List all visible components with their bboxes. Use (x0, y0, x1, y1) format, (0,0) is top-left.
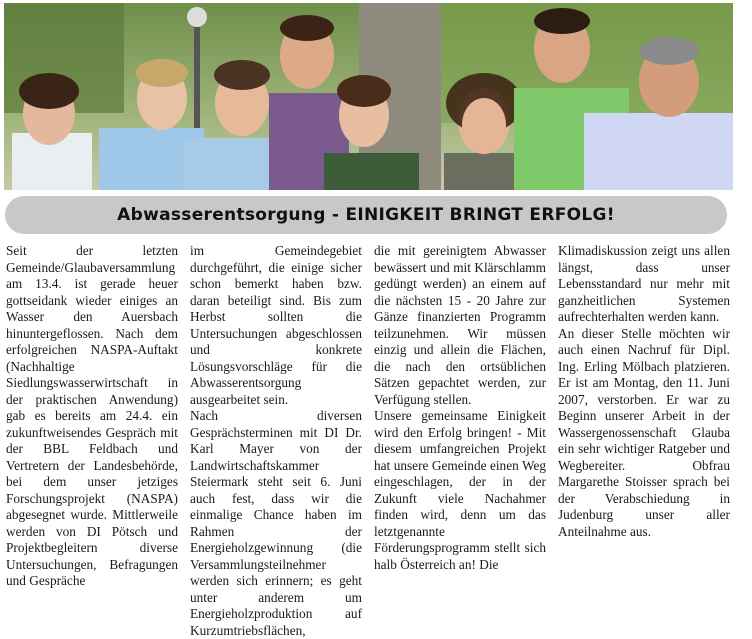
paragraph: die mit gereinigtem Abwasser bewässert und mit Klärschlamm gedüngt werden) an einem auf die nächsten 15 - 20 Jahre zur Gänze finanzierten Programm teilzunehmen. Wir müssen einzig und allein die Flächen, die nach den ortsüblichen Sätzen gepachtet werden, zur Verfügung stellen. (374, 243, 546, 407)
article-body (6, 243, 730, 639)
paragraph: Nach diversen Gesprächsterminen mit DI Dr. Karl Mayer von der Landwirtschaftskammer Steiermark steht seit 6. Juni auch fest, dass wir die einmalige Chance haben im Rahmen der Energieholzgewinnung (die Versammlungsteilnehmer werden sich erinnern; es geht unter anderem um Energieholzproduktion auf Kurzumtriebsflächen, (190, 408, 362, 638)
headline-bar (5, 196, 727, 234)
paragraph: Unsere gemeinsame Einigkeit wird den Erfolg bringen! - Mit diesem umfangreichen Projekt hat unsere Gemeinde einen Weg eingeschlagen, der in der Zukunft viele Nachahmer finden wird, denn um das letztgenannte Förderungsprogramm stellt sich halb Österreich an! Die (374, 408, 546, 572)
paragraph: Klimadiskussion zeigt uns allen längst, dass unser Lebensstandard nur mehr mit ganzheitlichen Systemen aufrechterhalten werden kann. (558, 243, 730, 324)
text-column-4 (558, 243, 730, 639)
text-column-2 (190, 243, 362, 639)
paragraph: An dieser Stelle möchten wir auch einen Nachruf für Dipl. Ing. Erling Mölbach platzieren. Er ist am Montag, den 11. Juni 2007, verstorben. Er war zu Beginn unserer Arbeit in der Wassergenossenschaft Glauba ein sehr wichtiger Ratgeber und Wegbereiter. Obfrau Margarethe Stoisser sprach bei der Verabschiedung in Judenburg unser aller Anteilnahme aus. (558, 325, 730, 539)
paragraph: Seit der letzten Gemeinde/Glaubaversammlung am 13.4. ist gerade heuer gottseidank wieder einiges an Wasser den Auersbach hinuntergeflossen. Nach dem erfolgreichen NASPA-Auftakt (Nachhaltige Siedlungswasserwirtschaft in der praktischen Anwendung) gab es bereits am 24.4. ein zukunftweisendes Gespräch mit der BBL Feldbach und Vertretern der Landesbehörde, bei dem unser jetziges Forschungsprojekt (NASPA) abgesegnet wurde. Mittlerweile werden von DI Pötsch und Projektbegleitern diverse Untersuchungen, Befragungen und Gespräche (6, 243, 178, 588)
paragraph: im Gemeindegebiet durchgeführt, die einige sicher schon bemerkt haben bzw. daran beteiligt sind. Bis zum Herbst sollten die Untersuchungen abgeschlossen und konkrete Lösungsvorschläge für die Abwasserentsorgung ausgearbeitet sein. (190, 243, 362, 407)
text-column-3 (374, 243, 546, 639)
article-headline: Abwasserentsorgung - EINIGKEIT BRINGT ERFOLG! (117, 205, 615, 225)
group-photo-icon (4, 3, 733, 190)
text-column-1 (6, 243, 178, 639)
group-photo (4, 3, 733, 190)
